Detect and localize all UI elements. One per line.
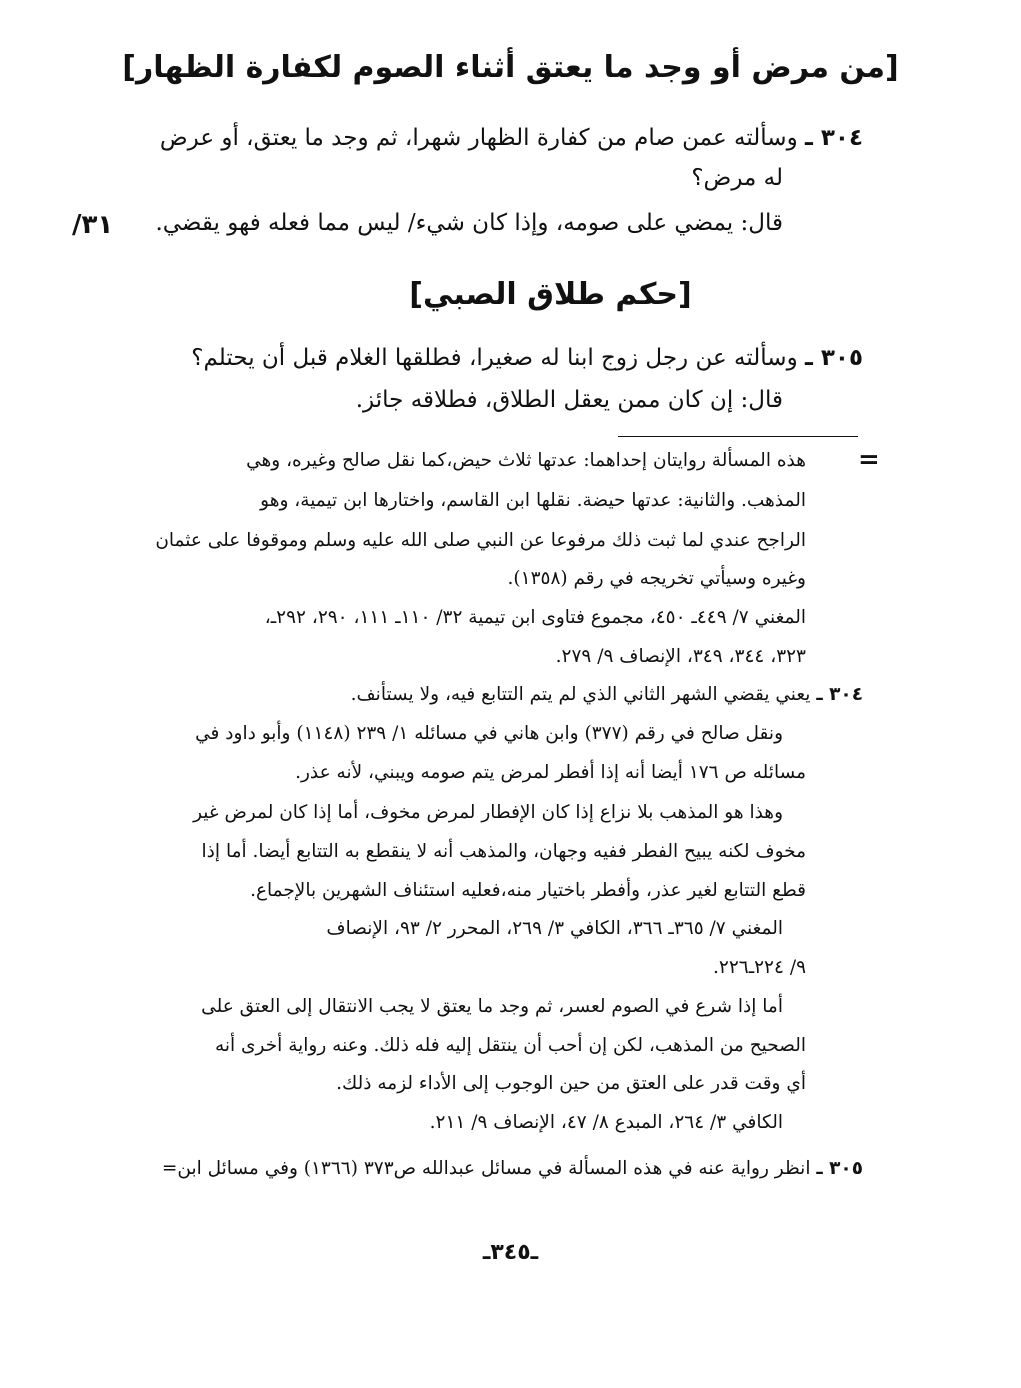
footnote-cont-line-4: وغيره وسيأتي تخريجه في رقم (١٣٥٨). (507, 568, 806, 589)
footnote-304-line-8: ٩/ ٢٢٤ـ٢٢٦. (713, 957, 806, 978)
footnote-cont-line-1: هذه المسألة روايتان إحداهما: عدتها ثلاث حيض،كما نقل صالح وغيره، وهي (246, 450, 806, 471)
question-304-line-2: له مرض؟ (691, 165, 783, 191)
page-number: ـ٣٤٥ـ (482, 1240, 539, 1265)
margin-page-reference: /٣١ (72, 210, 114, 240)
question-305-number: ٣٠٥ ـ (805, 345, 863, 371)
footnote-cont-line-6: ٣٢٣، ٣٤٤، ٣٤٩، الإنصاف ٩/ ٢٧٩. (555, 646, 806, 667)
footnote-cont-line-5: المغني ٧/ ٤٤٩ـ ٤٥٠، مجموع فتاوى ابن تيمية ٣٢/ ١١٠ـ ١١١، ٢٩٠، ٢٩٢ـ، (264, 607, 806, 628)
footnote-cont-line-2: المذهب. والثانية: عدتها حيضة. نقلها ابن القاسم، واختارها ابن تيمية، وهو (260, 490, 806, 511)
section-heading-expiation: [من مرض أو وجد ما يعتق أثناء الصوم لكفارة الظهار] (122, 50, 899, 85)
footnote-304-line-11: أي وقت قدر على العتق من حين الوجوب إلى الأداء لزمه ذلك. (336, 1073, 806, 1094)
footnote-304-line-2: ونقل صالح في رقم (٣٧٧) وابن هاني في مسائله ١/ ٢٣٩ (١١٤٨) وأبو داود في (195, 723, 783, 744)
footnote-304-line-10: الصحيح من المذهب، لكن إن أحب أن ينتقل إليه فله ذلك. وعنه رواية أخرى أنه (214, 1035, 806, 1056)
footnote-305-line-1: ٣٠٥ ـ انظر رواية عنه في هذه المسألة في مسائل عبدالله ص٣٧٣ (١٣٦٦) وفي مسائل ابن= (161, 1158, 863, 1179)
footnote-cont-line-3: الراجح عندي لما ثبت ذلك مرفوعا عن النبي صلى الله عليه وسلم وموقوفا على عثمان (155, 530, 806, 551)
question-304-number: ٣٠٤ ـ (805, 125, 863, 151)
footnote-304-number: ٣٠٤ ـ (816, 684, 863, 705)
footnote-separator (618, 436, 858, 437)
footnote-304-line-6: قطع التتابع لغير عذر، وأفطر باختيار منه،فعليه استئناف الشهرين بالإجماع. (250, 880, 806, 901)
question-305-line-1: ٣٠٥ ـ وسألته عن رجل زوج ابنا له صغيرا، فطلقها الغلام قبل أن يحتلم؟ (191, 345, 863, 371)
footnote-305-number: ٣٠٥ ـ (816, 1158, 863, 1179)
footnote-304-line-12: الكافي ٣/ ٢٦٤، المبدع ٨/ ٤٧، الإنصاف ٩/ ٢١١. (429, 1112, 783, 1133)
footnote-304-line-5: مخوف لكنه يبيح الفطر ففيه وجهان، والمذهب أنه لا ينقطع به التتابع أيضا. أما إذا (201, 841, 806, 862)
section-heading-divorce-of-minor: [حكم طلاق الصبي] (409, 277, 692, 312)
footnote-304-line-3: مسائله ص ١٧٦ أيضا أنه إذا أفطر لمرض يتم صومه ويبني، لأنه عذر. (295, 762, 806, 783)
continuation-mark: = (858, 445, 880, 475)
footnote-304-line-1: ٣٠٤ ـ يعني يقضي الشهر الثاني الذي لم يتم التتابع فيه، ولا يستأنف. (350, 684, 863, 705)
answer-305: قال: إن كان ممن يعقل الطلاق، فطلاقه جائز. (355, 387, 783, 413)
footnote-304-line-4: وهذا هو المذهب بلا نزاع إذا كان الإفطار لمرض مخوف، أما إذا كان لمرض غير (193, 802, 783, 823)
footnote-304-line-9: أما إذا شرع في الصوم لعسر، ثم وجد ما يعتق لا يجب الانتقال إلى العتق على (201, 996, 783, 1017)
footnote-304-line-7: المغني ٧/ ٣٦٥ـ ٣٦٦، الكافي ٣/ ٢٦٩، المحرر ٢/ ٩٣، الإنصاف (326, 918, 783, 939)
answer-304: قال: يمضي على صومه، وإذا كان شيء/ ليس مما فعله فهو يقضي. (155, 210, 783, 236)
question-304-line-1: ٣٠٤ ـ وسألته عمن صام من كفارة الظهار شهرا، ثم وجد ما يعتق، أو عرض (159, 125, 863, 151)
